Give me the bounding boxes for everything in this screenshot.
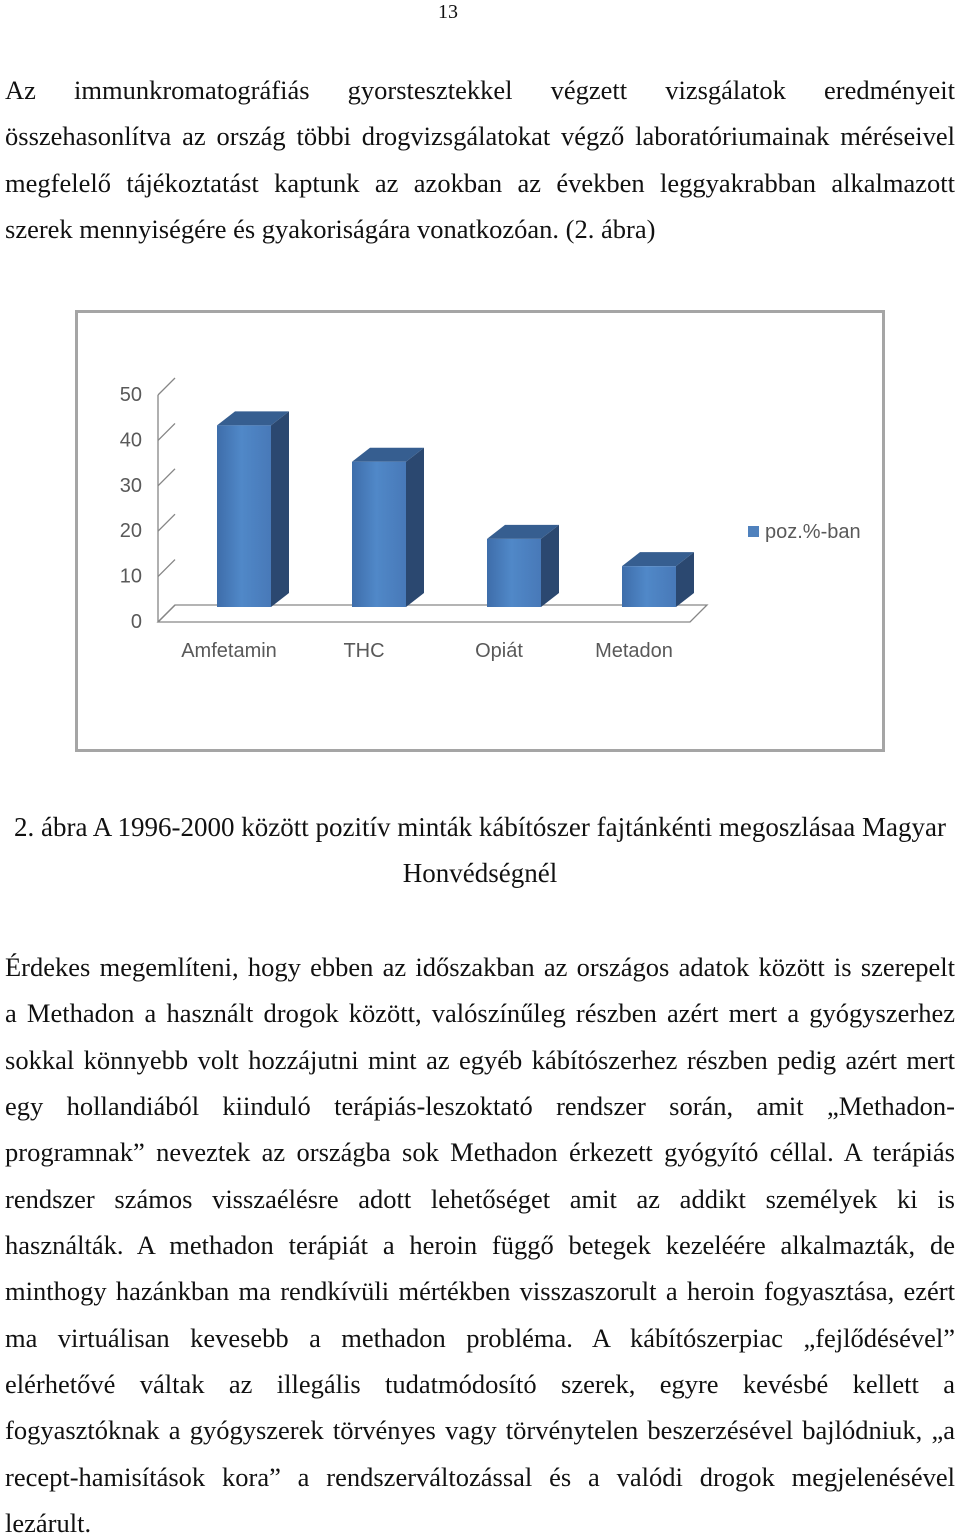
bar-side-face <box>271 411 289 607</box>
page-number: 13 <box>438 1 458 23</box>
body-paragraph <box>5 944 955 1538</box>
text-line: ma virtuálisan kevesebb a methadon probléma. A kábítószerpiac „fejlődésével” <box>5 1322 955 1353</box>
legend-label: poz.%-ban <box>765 521 861 543</box>
bar-side-face <box>406 448 424 607</box>
y-tick-label: 20 <box>119 520 142 543</box>
text-line: szerek mennyiségére és gyakoriságára vonatkozóan. (2. ábra) <box>5 213 656 244</box>
text-line: egy hollandiából kiinduló terápiás-leszoktató rendszer során, amit „Methadon- <box>5 1090 955 1121</box>
figure-caption <box>5 804 955 897</box>
y-tick-mark <box>158 469 175 486</box>
text-line: összehasonlítva az ország többi drogvizsgálatokat végző laboratóriumainak méréseivel <box>5 121 955 152</box>
text-line: a Methadon a használt drogok között, valószínűleg részben azért mert a gyógyszerhez <box>5 998 955 1029</box>
text-line: recept-hamisítások kora” a rendszerváltozással és a valódi drogok megjelenésével <box>5 1461 955 1492</box>
caption-line: Honvédségnél <box>402 858 558 889</box>
text-line: fogyasztóknak a gyógyszerek törvényes vagy törvénytelen beszerzésével bajlódniuk, „a <box>5 1415 955 1446</box>
y-tick-mark <box>158 378 175 395</box>
intro-paragraph <box>5 67 955 252</box>
text-line: minthogy hazánkban ma rendkívüli mértékben visszaszorult a heroin fogyasztása, ezért <box>5 1276 955 1307</box>
text-line: Érdekes megemlíteni, hogy ebben az időszakban az országos adatok között is szerepelt <box>5 952 955 982</box>
text-line: Az immunkromatográfiás gyorstesztekkel végzett vizsgálatok eredményeit <box>5 75 955 105</box>
text-line: sokkal könnyebb volt hozzájutni mint az egyéb kábítószerhez részben pedig azért mert <box>5 1044 955 1075</box>
y-tick-label: 0 <box>130 611 142 633</box>
bar-chart <box>75 310 885 752</box>
x-category-label: THC <box>343 640 385 662</box>
y-tick-label: 30 <box>119 474 142 497</box>
x-category-label: Opiát <box>475 640 523 662</box>
x-category-label: Amfetamin <box>181 640 277 662</box>
bar <box>487 539 541 607</box>
text-line: megfelelő tájékoztatást kaptunk az azokban az években leggyakrabban alkalmazott <box>5 167 955 198</box>
text-line: rendszer számos visszaélésre adott lehetőséget amit az addikt személyek ki is <box>5 1183 955 1214</box>
bar <box>622 566 676 607</box>
y-tick-label: 10 <box>119 565 142 588</box>
y-tick-label: 50 <box>119 384 142 406</box>
y-tick-mark <box>158 560 175 577</box>
legend-swatch <box>748 526 759 537</box>
chart-floor <box>158 605 707 622</box>
caption-line: 2. ábra A 1996-2000 között pozitív minták kábítószer fajtánkénti megoszlásaa Magyar <box>14 812 946 842</box>
text-line: használták. A methadon terápiát a heroin függő betegek kezeléére alkalmazták, de <box>5 1229 955 1260</box>
y-tick-mark <box>158 423 175 440</box>
y-tick-mark <box>158 605 175 622</box>
bar <box>352 462 406 607</box>
text-line: lezárult. <box>5 1507 92 1538</box>
bar-side-face <box>541 525 559 607</box>
text-line: elérhetővé váltak az illegális tudatmódosító szerek, egyre kevésbé kellett a <box>5 1368 955 1399</box>
x-category-label: Metadon <box>595 640 673 662</box>
y-tick-label: 40 <box>119 429 142 452</box>
text-line: programnak” neveztek az országba sok Methadon érkezett gyógyító céllal. A terápiás <box>5 1137 955 1168</box>
bar <box>217 425 271 607</box>
y-tick-mark <box>158 514 175 531</box>
